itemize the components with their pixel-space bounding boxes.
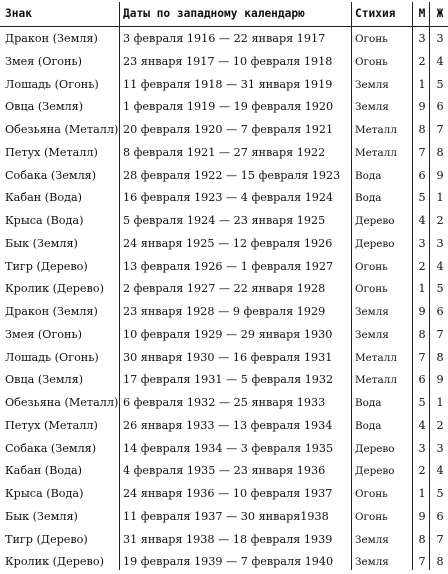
cell-m: 1 xyxy=(418,487,426,500)
cell-dates: 24 января 1925 — 12 февраля 1926 xyxy=(123,236,333,250)
table-row xyxy=(0,437,448,461)
cell-element: Огонь xyxy=(355,55,388,68)
table-row xyxy=(0,118,448,142)
cell-dates: 26 января 1933 — 13 февраля 1934 xyxy=(123,418,333,432)
table-header xyxy=(0,2,448,26)
cell-m: 5 xyxy=(418,396,426,409)
cell-sign: Дракон (Земля) xyxy=(5,32,98,45)
cell-element: Вода xyxy=(355,169,382,182)
cell-zh: 5 xyxy=(436,282,444,296)
cell-zh: 8 xyxy=(436,145,444,159)
cell-zh: 6 xyxy=(436,305,444,318)
cell-dates: 17 февраля 1931 — 5 февраля 1932 xyxy=(123,373,334,387)
cell-element: Огонь xyxy=(355,488,388,500)
cell-dates: 14 февраля 1934 — 3 февраля 1935 xyxy=(123,441,334,455)
table-row xyxy=(0,505,448,529)
cell-dates: 5 февраля 1924 — 23 января 1925 xyxy=(123,214,326,227)
cell-sign: Кролик (Дерево) xyxy=(5,555,104,569)
cell-zh: 1 xyxy=(436,191,444,205)
cell-m: 2 xyxy=(418,259,426,273)
cell-element: Вода xyxy=(355,397,382,409)
table-row xyxy=(0,232,448,256)
cell-m: 3 xyxy=(418,441,426,455)
cell-dates: 11 февраля 1937 — 30 января1938 xyxy=(123,509,329,523)
table-row xyxy=(0,528,448,552)
header-sign: Знак xyxy=(5,7,32,20)
header-m: М xyxy=(418,7,426,20)
table-row xyxy=(0,391,448,415)
cell-zh: 3 xyxy=(436,441,444,455)
cell-dates: 20 февраля 1920 — 7 февраля 1921 xyxy=(123,123,334,136)
cell-element: Вода xyxy=(355,419,382,432)
cell-m: 7 xyxy=(418,555,426,569)
table-row xyxy=(0,209,448,233)
cell-m: 2 xyxy=(418,464,426,478)
cell-element: Металл xyxy=(355,146,397,159)
cell-sign: Собака (Земля) xyxy=(5,168,97,182)
table-row xyxy=(0,346,448,370)
cell-element: Огонь xyxy=(355,283,388,296)
cell-sign: Собака (Земля) xyxy=(5,441,97,455)
cell-sign: Петух (Металл) xyxy=(5,418,98,432)
cell-zh: 9 xyxy=(436,168,444,182)
cell-dates: 16 февраля 1923 — 4 февраля 1924 xyxy=(123,191,334,205)
table-row xyxy=(0,27,448,51)
cell-element: Огонь xyxy=(355,33,388,45)
table-row xyxy=(0,73,448,97)
cell-zh: 7 xyxy=(436,123,444,136)
cell-dates: 24 января 1936 — 10 февраля 1937 xyxy=(123,487,333,500)
table-row xyxy=(0,95,448,119)
cell-zh: 4 xyxy=(436,464,444,478)
cell-dates: 23 января 1928 — 9 февраля 1929 xyxy=(123,305,326,318)
header-element: Стихия xyxy=(355,7,396,20)
table-row xyxy=(0,550,448,574)
cell-element: Огонь xyxy=(355,260,388,273)
cell-sign: Овца (Земля) xyxy=(5,100,84,114)
table-row xyxy=(0,255,448,279)
cell-zh: 2 xyxy=(436,214,444,227)
table-row xyxy=(0,300,448,324)
table-row xyxy=(0,141,448,165)
cell-zh: 4 xyxy=(436,259,444,273)
cell-sign: Петух (Металл) xyxy=(5,145,98,159)
cell-zh: 5 xyxy=(436,487,444,500)
cell-sign: Обезьяна (Металл) xyxy=(5,396,119,409)
table-row xyxy=(0,368,448,392)
cell-sign: Дракон (Земля) xyxy=(5,305,98,318)
cell-zh: 8 xyxy=(436,555,444,569)
cell-sign: Тигр (Дерево) xyxy=(5,532,88,546)
cell-m: 8 xyxy=(418,123,426,136)
table-row xyxy=(0,186,448,210)
cell-element: Земля xyxy=(355,306,389,318)
cell-element: Земля xyxy=(355,328,389,341)
header-dates: Даты по западному календарю xyxy=(123,7,305,20)
cell-sign: Кабан (Вода) xyxy=(5,191,82,205)
cell-dates: 13 февраля 1926 — 1 февраля 1927 xyxy=(123,259,334,273)
cell-element: Земля xyxy=(355,101,389,114)
cell-m: 2 xyxy=(418,54,426,68)
cell-sign: Лошадь (Огонь) xyxy=(5,350,99,364)
cell-m: 9 xyxy=(418,100,426,114)
cell-zh: 3 xyxy=(436,32,444,45)
cell-sign: Крыса (Вода) xyxy=(5,487,84,500)
cell-element: Земля xyxy=(355,78,389,91)
cell-zh: 6 xyxy=(436,509,444,523)
cell-element: Металл xyxy=(355,124,397,136)
cell-element: Дерево xyxy=(355,215,395,227)
cell-sign: Крыса (Вода) xyxy=(5,214,84,227)
cell-m: 9 xyxy=(418,509,426,523)
table-row xyxy=(0,50,448,74)
cell-element: Дерево xyxy=(355,465,395,478)
cell-m: 6 xyxy=(418,373,426,387)
cell-zh: 3 xyxy=(436,236,444,250)
cell-dates: 28 февраля 1922 — 15 февраля 1923 xyxy=(123,168,341,182)
cell-sign: Змея (Огонь) xyxy=(5,54,82,68)
cell-dates: 11 февраля 1918 — 31 января 1919 xyxy=(123,77,333,91)
cell-sign: Лошадь (Огонь) xyxy=(5,77,99,91)
cell-zh: 7 xyxy=(436,532,444,546)
cell-sign: Кролик (Дерево) xyxy=(5,282,104,296)
cell-zh: 2 xyxy=(436,418,444,432)
cell-m: 3 xyxy=(418,32,426,45)
cell-dates: 3 февраля 1916 — 22 января 1917 xyxy=(123,32,326,45)
table-row xyxy=(0,277,448,301)
cell-zh: 6 xyxy=(436,100,444,114)
cell-zh: 4 xyxy=(436,54,444,68)
cell-dates: 6 февраля 1932 — 25 января 1933 xyxy=(123,396,326,409)
table-row xyxy=(0,323,448,347)
cell-dates: 1 февраля 1919 — 19 февраля 1920 xyxy=(123,100,334,114)
cell-dates: 19 февраля 1939 — 7 февраля 1940 xyxy=(123,555,334,569)
header-zh: Ж xyxy=(436,7,444,20)
cell-dates: 10 февраля 1929 — 29 января 1930 xyxy=(123,327,333,341)
cell-sign: Обезьяна (Металл) xyxy=(5,123,119,136)
cell-m: 6 xyxy=(418,168,426,182)
cell-element: Земля xyxy=(355,533,389,546)
cell-zh: 8 xyxy=(436,350,444,364)
cell-element: Земля xyxy=(355,556,389,569)
cell-sign: Кабан (Вода) xyxy=(5,464,82,478)
cell-sign: Змея (Огонь) xyxy=(5,327,82,341)
cell-m: 9 xyxy=(418,305,426,318)
table-row xyxy=(0,414,448,438)
cell-m: 7 xyxy=(418,145,426,159)
cell-sign: Бык (Земля) xyxy=(5,236,78,250)
cell-zh: 5 xyxy=(436,77,444,91)
cell-m: 4 xyxy=(418,214,426,227)
table-row xyxy=(0,164,448,188)
table-row xyxy=(0,482,448,506)
cell-element: Дерево xyxy=(355,237,395,250)
cell-dates: 2 февраля 1927 — 22 января 1928 xyxy=(123,282,326,296)
table-row xyxy=(0,459,448,483)
cell-zh: 9 xyxy=(436,373,444,387)
cell-dates: 8 февраля 1921 — 27 января 1922 xyxy=(123,145,326,159)
cell-dates: 4 февраля 1935 — 23 января 1936 xyxy=(123,464,326,478)
cell-m: 1 xyxy=(418,282,426,296)
cell-dates: 31 января 1938 — 18 февраля 1939 xyxy=(123,532,333,546)
cell-sign: Бык (Земля) xyxy=(5,509,78,523)
cell-dates: 30 января 1930 — 16 февраля 1931 xyxy=(123,350,333,364)
cell-element: Металл xyxy=(355,351,397,364)
cell-m: 8 xyxy=(418,327,426,341)
cell-element: Огонь xyxy=(355,510,388,523)
cell-m: 1 xyxy=(418,77,426,91)
cell-element: Вода xyxy=(355,192,382,205)
cell-element: Металл xyxy=(355,374,397,387)
cell-zh: 7 xyxy=(436,327,444,341)
cell-sign: Овца (Земля) xyxy=(5,373,84,387)
cell-zh: 1 xyxy=(436,396,444,409)
cell-m: 5 xyxy=(418,191,426,205)
cell-sign: Тигр (Дерево) xyxy=(5,259,88,273)
cell-m: 3 xyxy=(418,236,426,250)
cell-m: 8 xyxy=(418,532,426,546)
cell-m: 4 xyxy=(418,418,426,432)
cell-dates: 23 января 1917 — 10 февраля 1918 xyxy=(123,54,333,68)
cell-element: Дерево xyxy=(355,442,395,455)
cell-m: 7 xyxy=(418,350,426,364)
